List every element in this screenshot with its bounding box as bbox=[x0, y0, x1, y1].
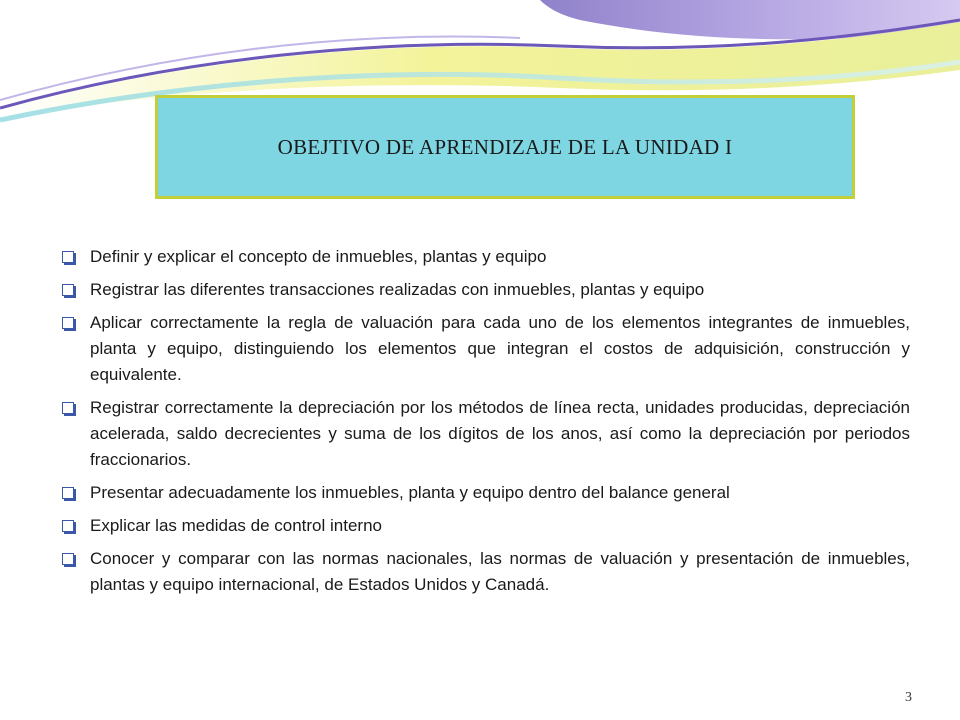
list-item bbox=[62, 546, 910, 598]
list-item bbox=[62, 513, 910, 539]
checkbox-bullet-icon bbox=[62, 251, 74, 263]
checkbox-bullet-icon bbox=[62, 553, 74, 565]
list-item-text: Registrar las diferentes transacciones realizadas con inmuebles, plantas y equipo bbox=[90, 280, 705, 299]
list-item-text: Conocer y comparar con las normas nacionales, las normas de valuación y presentación de inmuebles, plantas y equipo internacional, de Estados Unidos y Canadá. bbox=[90, 549, 910, 594]
slide-title: OBEJTIVO DE APRENDIZAJE DE LA UNIDAD I bbox=[277, 134, 733, 159]
list-item-text: Registrar correctamente la depreciación por los métodos de línea recta, unidades producidas, depreciación acelerada, saldo decrecientes y suma de los dígitos de los anos, así como la depreciación por periodos fraccionarios. bbox=[90, 398, 910, 469]
checkbox-bullet-icon bbox=[62, 402, 74, 414]
checkbox-bullet-icon bbox=[62, 487, 74, 499]
list-item-text: Aplicar correctamente la regla de valuación para cada uno de los elementos integrantes de inmuebles, planta y equipo, distinguiendo los elementos que integran el costos de adquisición, construcción y equivalente. bbox=[90, 313, 910, 384]
list-item bbox=[62, 480, 910, 506]
list-item bbox=[62, 244, 910, 270]
list-item-text: Explicar las medidas de control interno bbox=[90, 516, 382, 535]
title-box bbox=[155, 95, 855, 199]
objectives-list bbox=[62, 244, 910, 605]
checkbox-bullet-icon bbox=[62, 520, 74, 532]
list-item bbox=[62, 395, 910, 473]
list-item bbox=[62, 310, 910, 388]
page-number: 3 bbox=[905, 690, 912, 705]
list-item-text: Definir y explicar el concepto de inmuebles, plantas y equipo bbox=[90, 247, 547, 266]
checkbox-bullet-icon bbox=[62, 284, 74, 296]
checkbox-bullet-icon bbox=[62, 317, 74, 329]
list-item-text: Presentar adecuadamente los inmuebles, planta y equipo dentro del balance general bbox=[90, 483, 730, 502]
list-item bbox=[62, 277, 910, 303]
